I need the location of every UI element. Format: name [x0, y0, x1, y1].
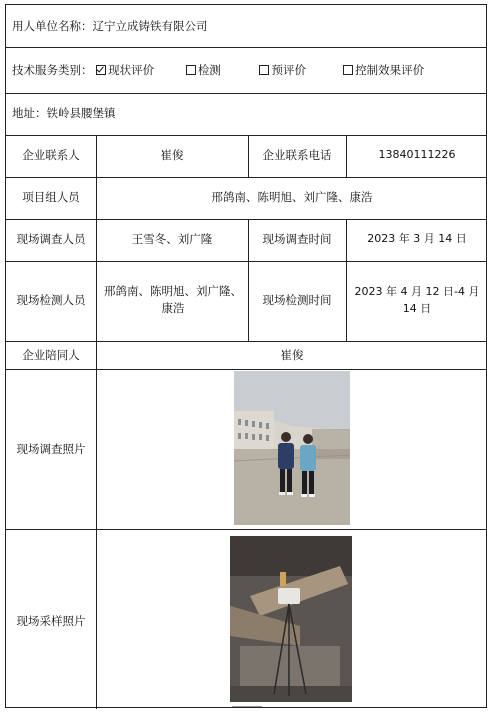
option-testing: 检测: [186, 62, 252, 78]
option-pre-evaluation: 预评价: [259, 62, 339, 78]
row-divider: [6, 177, 486, 178]
column-divider: [96, 135, 97, 709]
test-time-value: 2023 年 4 月 12 日-4 月 14 日: [354, 285, 480, 315]
row-divider: [6, 261, 486, 262]
survey-time-label: 现场调查时间: [262, 232, 332, 246]
employer-value: 辽宁立成铸铁有限公司: [92, 19, 208, 33]
address-label: 地址：: [12, 106, 47, 120]
team-label: 项目组人员: [22, 190, 80, 204]
page-footer-mark: [232, 706, 262, 711]
row-divider: [6, 341, 486, 342]
team-value: 邢鸽南、陈明旭、刘广隆、康浩: [211, 190, 373, 204]
option-control-effect-evaluation: 控制效果评价: [343, 62, 424, 78]
address-value: 铁岭县腰堡镇: [46, 106, 116, 120]
phone-value: 13840111226: [378, 148, 456, 161]
row-divider: [6, 135, 486, 136]
row-divider: [6, 219, 486, 220]
survey-photo-image: [234, 371, 350, 525]
test-time-label: 现场检测时间: [262, 293, 332, 307]
service-category-row: [12, 62, 472, 78]
escort-value: 崔俊: [280, 348, 304, 362]
sampling-photo: [230, 536, 352, 702]
sampling-photo-label: 现场采样照片: [16, 614, 86, 628]
survey-people-label: 现场调查人员: [16, 232, 86, 246]
test-people-value: 邢鸽南、陈明旭、刘广隆、康浩: [104, 284, 242, 315]
service-label: 技术服务类别：: [12, 63, 93, 77]
contact-label: 企业联系人: [22, 148, 80, 162]
row-divider: [6, 369, 486, 370]
employer-row: [12, 18, 208, 34]
survey-people-value: 王雪冬、刘广隆: [131, 232, 213, 246]
row-divider: [6, 529, 486, 530]
address-row: [12, 105, 116, 121]
survey-record-table: [5, 4, 487, 708]
option-current-evaluation: 现状评价: [96, 62, 178, 78]
row-divider: [6, 47, 486, 48]
checkbox-icon: [186, 65, 196, 75]
contact-value: 崔俊: [160, 148, 184, 162]
sampling-photo-image: [230, 536, 352, 702]
checkbox-icon: [259, 65, 269, 75]
survey-photo-label: 现场调查照片: [16, 442, 86, 456]
escort-label: 企业陪同人: [22, 348, 80, 362]
test-people-label: 现场检测人员: [16, 293, 86, 307]
checked-box-icon: [96, 65, 106, 75]
survey-photo: [234, 371, 350, 525]
survey-time-value: 2023 年 3 月 14 日: [367, 232, 467, 245]
row-divider: [6, 93, 486, 94]
employer-label: 用人单位名称：: [12, 19, 93, 33]
checkbox-icon: [343, 65, 353, 75]
phone-label: 企业联系电话: [262, 148, 332, 162]
